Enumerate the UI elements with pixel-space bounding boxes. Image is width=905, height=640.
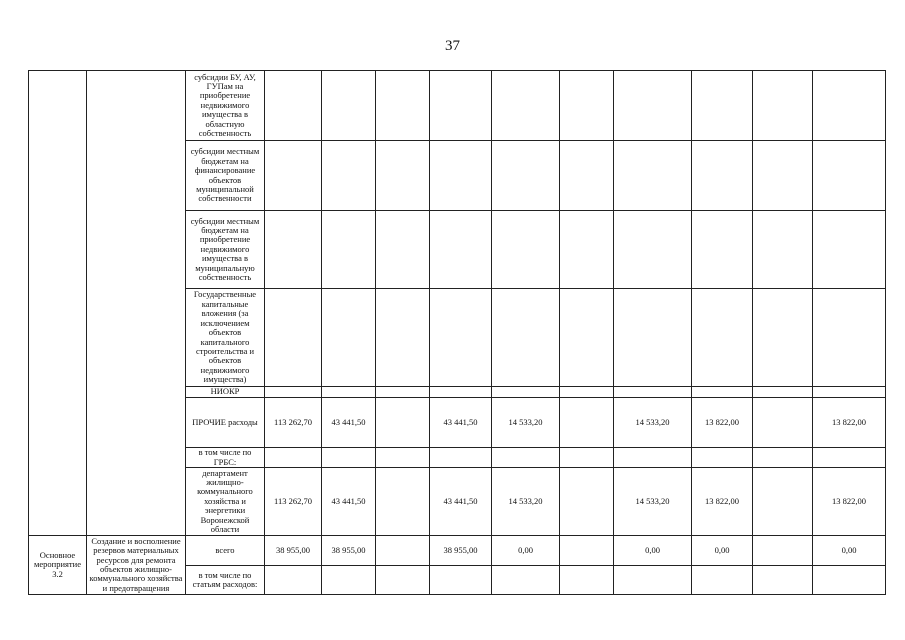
value-cell bbox=[430, 141, 492, 211]
value-cell: 0,00 bbox=[492, 536, 560, 566]
value-cell: 0,00 bbox=[614, 536, 692, 566]
value-cell bbox=[560, 387, 614, 398]
value-cell bbox=[376, 468, 430, 536]
value-cell bbox=[560, 398, 614, 448]
value-cell bbox=[692, 71, 753, 141]
page-number: 37 bbox=[445, 38, 460, 54]
value-cell bbox=[813, 566, 886, 595]
value-cell bbox=[322, 387, 376, 398]
row-label: в том числе по ГРБС: bbox=[186, 448, 265, 468]
value-cell bbox=[753, 468, 813, 536]
value-cell bbox=[492, 71, 560, 141]
event-code: Основное мероприятие 3.2 bbox=[29, 536, 87, 595]
value-cell bbox=[560, 71, 614, 141]
value-cell: 38 955,00 bbox=[265, 536, 322, 566]
row-label: субсидии БУ, АУ, ГУПам на приобретение недвижимого имущества в областную собственность bbox=[186, 71, 265, 141]
value-cell bbox=[753, 387, 813, 398]
empty-code-cell bbox=[29, 71, 87, 536]
value-cell bbox=[492, 387, 560, 398]
value-cell bbox=[692, 141, 753, 211]
value-cell: 43 441,50 bbox=[322, 398, 376, 448]
value-cell bbox=[813, 289, 886, 387]
value-cell bbox=[560, 468, 614, 536]
value-cell bbox=[265, 448, 322, 468]
value-cell bbox=[692, 289, 753, 387]
value-cell: 14 533,20 bbox=[614, 398, 692, 448]
value-cell bbox=[753, 289, 813, 387]
value-cell bbox=[492, 448, 560, 468]
value-cell bbox=[492, 211, 560, 289]
value-cell bbox=[614, 289, 692, 387]
value-cell bbox=[492, 566, 560, 595]
value-cell bbox=[753, 536, 813, 566]
value-cell bbox=[692, 566, 753, 595]
value-cell: 0,00 bbox=[813, 536, 886, 566]
value-cell bbox=[376, 566, 430, 595]
value-cell: 13 822,00 bbox=[692, 468, 753, 536]
value-cell bbox=[265, 566, 322, 595]
value-cell bbox=[614, 387, 692, 398]
row-label: НИОКР bbox=[186, 387, 265, 398]
row-label: субсидии местным бюджетам на приобретение недвижимого имущества в муниципальную собственность bbox=[186, 211, 265, 289]
value-cell bbox=[692, 448, 753, 468]
value-cell bbox=[265, 387, 322, 398]
value-cell bbox=[614, 71, 692, 141]
value-cell: 14 533,20 bbox=[614, 468, 692, 536]
value-cell bbox=[376, 141, 430, 211]
value-cell bbox=[265, 289, 322, 387]
value-cell: 113 262,70 bbox=[265, 398, 322, 448]
row-label: департамент жилищно-коммунального хозяйства и энергетики Воронежской области bbox=[186, 468, 265, 536]
value-cell bbox=[560, 566, 614, 595]
value-cell bbox=[753, 448, 813, 468]
value-cell bbox=[376, 211, 430, 289]
value-cell bbox=[753, 71, 813, 141]
value-cell bbox=[430, 211, 492, 289]
value-cell bbox=[322, 448, 376, 468]
value-cell bbox=[560, 289, 614, 387]
value-cell bbox=[322, 211, 376, 289]
value-cell bbox=[492, 289, 560, 387]
value-cell bbox=[692, 211, 753, 289]
row-label: в том числе по статьям расходов: bbox=[186, 566, 265, 595]
value-cell: 0,00 bbox=[692, 536, 753, 566]
value-cell bbox=[813, 387, 886, 398]
row-label: всего bbox=[186, 536, 265, 566]
value-cell bbox=[376, 448, 430, 468]
value-cell bbox=[692, 387, 753, 398]
value-cell bbox=[430, 566, 492, 595]
value-cell: 14 533,20 bbox=[492, 468, 560, 536]
value-cell: 38 955,00 bbox=[322, 536, 376, 566]
value-cell bbox=[614, 448, 692, 468]
value-cell bbox=[322, 289, 376, 387]
empty-description-cell bbox=[87, 71, 186, 536]
value-cell bbox=[265, 71, 322, 141]
value-cell bbox=[753, 398, 813, 448]
table-row bbox=[29, 536, 886, 566]
value-cell bbox=[376, 387, 430, 398]
value-cell bbox=[753, 141, 813, 211]
table-row bbox=[29, 71, 886, 141]
value-cell bbox=[813, 211, 886, 289]
row-label: ПРОЧИЕ расходы bbox=[186, 398, 265, 448]
event-description: Создание и восполнение резервов материальных ресурсов для ремонта объектов жилищно-коммунального хозяйства и предотвращения bbox=[87, 536, 186, 595]
row-label: субсидии местным бюджетам на финансирование объектов муниципальной собственности bbox=[186, 141, 265, 211]
value-cell: 43 441,50 bbox=[430, 468, 492, 536]
value-cell: 13 822,00 bbox=[813, 398, 886, 448]
value-cell: 43 441,50 bbox=[322, 468, 376, 536]
value-cell bbox=[560, 448, 614, 468]
row-label: Государственные капитальные вложения (за исключением объектов капитального строительства и объектов недвижимого имущества) bbox=[186, 289, 265, 387]
value-cell bbox=[376, 398, 430, 448]
value-cell bbox=[430, 448, 492, 468]
value-cell bbox=[430, 289, 492, 387]
value-cell bbox=[430, 387, 492, 398]
value-cell: 113 262,70 bbox=[265, 468, 322, 536]
value-cell bbox=[265, 141, 322, 211]
value-cell: 38 955,00 bbox=[430, 536, 492, 566]
value-cell bbox=[322, 566, 376, 595]
value-cell bbox=[560, 141, 614, 211]
value-cell bbox=[376, 289, 430, 387]
value-cell bbox=[322, 141, 376, 211]
value-cell bbox=[614, 211, 692, 289]
value-cell: 43 441,50 bbox=[430, 398, 492, 448]
value-cell bbox=[430, 71, 492, 141]
value-cell bbox=[753, 566, 813, 595]
value-cell: 13 822,00 bbox=[692, 398, 753, 448]
value-cell bbox=[492, 141, 560, 211]
value-cell bbox=[376, 536, 430, 566]
value-cell bbox=[753, 211, 813, 289]
value-cell bbox=[560, 211, 614, 289]
value-cell bbox=[813, 448, 886, 468]
budget-table bbox=[28, 70, 886, 595]
value-cell bbox=[376, 71, 430, 141]
value-cell: 13 822,00 bbox=[813, 468, 886, 536]
value-cell bbox=[265, 211, 322, 289]
value-cell bbox=[614, 566, 692, 595]
value-cell bbox=[813, 141, 886, 211]
value-cell: 14 533,20 bbox=[492, 398, 560, 448]
value-cell bbox=[813, 71, 886, 141]
value-cell bbox=[560, 536, 614, 566]
value-cell bbox=[614, 141, 692, 211]
value-cell bbox=[322, 71, 376, 141]
